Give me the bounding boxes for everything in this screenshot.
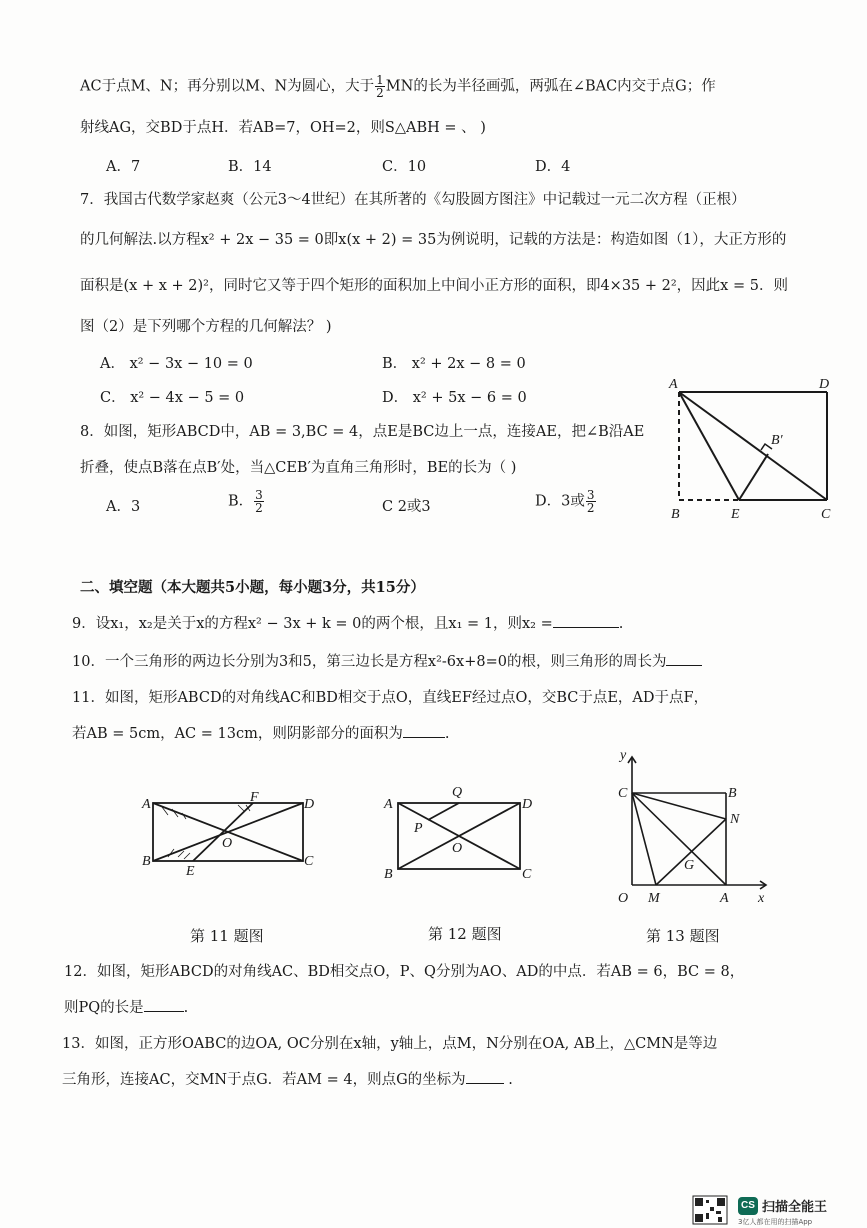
fig13-edge-cm — [632, 793, 656, 885]
fig13-label-a: A — [720, 891, 729, 906]
fig11 — [138, 785, 328, 880]
q9-blank[interactable] — [553, 627, 619, 628]
q8-option-b: B． $\frac{3}{2}$ — [228, 488, 263, 515]
q8-option-a: A．3 — [106, 499, 141, 515]
fig13-label-n: N — [730, 812, 740, 827]
fig11-label-e: E — [186, 864, 195, 879]
q11-line1: 11．如图，矩形ABCD的对角线AC和BD相交于点O，直线EF经过点O，交BC于点E，AD于点F， — [72, 690, 709, 706]
q6-option-a: A．7 — [106, 159, 141, 175]
fig11-caption: 第 11 题图 — [190, 927, 264, 945]
fig11-line-ef — [193, 803, 253, 861]
q7-option-a: A． x² − 3x − 10 = 0 — [100, 356, 253, 372]
q10-blank[interactable] — [666, 665, 702, 666]
q12-blank[interactable] — [144, 1011, 184, 1012]
q6-option-d: D．4 — [535, 159, 571, 175]
fig12-label-q: Q — [452, 785, 463, 800]
q8-option-d: D．3或 $\frac{3}{2}$ — [535, 488, 595, 515]
fig12-label-d: D — [522, 797, 533, 812]
fig12-label-c: C — [522, 867, 532, 882]
fig12-label-a: A — [384, 797, 393, 812]
fig11-label-d: D — [304, 797, 315, 812]
qr-code-icon — [692, 1195, 732, 1225]
fig13-label-x: x — [758, 891, 765, 906]
fig13-label-o: O — [618, 891, 629, 906]
q8-edge-ac — [679, 392, 827, 500]
fig11-label-a: A — [142, 797, 151, 812]
q7-line2: 的几何解法.以方程x² + 2x − 35 = 0即x(x + 2) = 35为例说明，记载的方法是：构造如图（1），大正方形的 — [80, 232, 787, 248]
q12-line2: 则PQ的长是 . — [64, 1000, 189, 1016]
q8-label-a: A — [669, 377, 678, 392]
fig11-label-c: C — [304, 854, 314, 869]
q13-line1: 13．如图，正方形OABC的边OA, OC分别在x轴，y轴上，点M，N分别在OA, AB上，△CMN是等边 — [62, 1036, 718, 1052]
q8-edge-ae — [679, 392, 739, 500]
fig11-label-o: O — [222, 836, 233, 851]
fig12 — [380, 780, 545, 885]
fig13-label-c: C — [618, 786, 628, 801]
fig13-label-y: y — [620, 748, 627, 763]
q8-line1: 8．如图，矩形ABCD中，AB = 3,BC = 4，点E是BC边上一点，连接AE，把∠B沿AE — [80, 424, 645, 440]
fig12-label-b: B — [384, 867, 393, 882]
q11-line2: 若AB = 5cm，AC = 13cm，则阴影部分的面积为 . — [72, 726, 450, 742]
q7-option-c: C． x² − 4x − 5 = 0 — [100, 390, 245, 406]
scanner-brand: 扫描全能王 — [762, 1200, 828, 1215]
scanner-watermark — [692, 1195, 860, 1225]
q8-label-b: B — [671, 507, 680, 522]
q7-line1: 7．我国古代数学家赵爽（公元3～4世纪）在其所著的《勾股圆方图注》中记载过一元二次方程（正根） — [80, 192, 746, 208]
scanner-tagline: 3亿人都在用的扫描App — [738, 1218, 813, 1226]
fig12-label-p: P — [414, 821, 423, 836]
q7-option-d: D． x² + 5x − 6 = 0 — [382, 390, 527, 406]
fig12-caption: 第 12 题图 — [428, 925, 502, 943]
q13-blank[interactable] — [466, 1083, 504, 1084]
cs-badge-icon: CS — [738, 1197, 758, 1215]
q7-line4: 图（2）是下列哪个方程的几何解法？ ) — [80, 319, 332, 335]
half-fraction: $\frac{1}{2}$ — [376, 73, 384, 100]
q7-line3: 面积是(x + x + 2)²，同时它又等于四个矩形的面积加上中间小正方形的面积，即4×35 + 2²，因此x = 5．则 — [80, 278, 788, 294]
q8-label-d: D — [819, 377, 830, 392]
fig12-segment-pq — [428, 803, 459, 820]
q8-figure — [665, 370, 845, 530]
section-heading: 二、填空题（本大题共5小题，每小题3分，共15分） — [80, 579, 425, 596]
q12-line1: 12．如图，矩形ABCD的对角线AC、BD相交点O，P、Q分别为AO、AD的中点．若AB = 6，BC = 8， — [64, 964, 745, 980]
q8-line2: 折叠，使点B落在点B′处，当△CEB′为直角三角形时，BE的长为（ ) — [80, 460, 517, 476]
fig13-label-b: B — [728, 786, 737, 801]
fig13-caption: 第 13 题图 — [646, 927, 720, 945]
q13-line2: 三角形，连接AC，交MN于点G．若AM = 4，则点G的坐标为 . — [62, 1072, 513, 1088]
fig11-shading — [162, 805, 250, 859]
fig13-label-g: G — [684, 858, 695, 873]
q6-line1: AC于点M、N；再分别以M、N为圆心，大于 $\frac{1}{2}$ MN的长为半径画弧，两弧在∠BAC内交于点G；作 — [80, 73, 716, 100]
q6-option-b: B．14 — [228, 159, 272, 175]
q7-option-b: B． x² + 2x − 8 = 0 — [382, 356, 526, 372]
fig13-label-m: M — [648, 891, 660, 906]
q6-option-c: C．10 — [382, 159, 427, 175]
q8-label-b1: B′ — [771, 433, 783, 448]
q8-label-e: E — [731, 507, 740, 522]
q11-blank[interactable] — [403, 737, 445, 738]
fig11-label-b: B — [142, 854, 151, 869]
q6-line2: 射线AG，交BD于点H．若AB=7，OH=2，则S△ABH = 、 ) — [80, 120, 486, 136]
fig13 — [598, 745, 773, 910]
fig12-label-o: O — [452, 841, 463, 856]
q8-edge-eb1 — [739, 454, 768, 500]
q9-text: 9．设x₁，x₂是关于x的方程x² − 3x + k = 0的两个根，且x₁ = 1，则x₂ = . — [72, 616, 624, 632]
q10-text: 10．一个三角形的两边长分别为3和5，第三边长是方程x²-6x+8=0的根，则三角形的周长为 — [72, 652, 702, 672]
fig11-label-f: F — [250, 790, 259, 805]
q8-label-c: C — [821, 507, 831, 522]
q8-option-c: C 2或3 — [382, 499, 431, 515]
